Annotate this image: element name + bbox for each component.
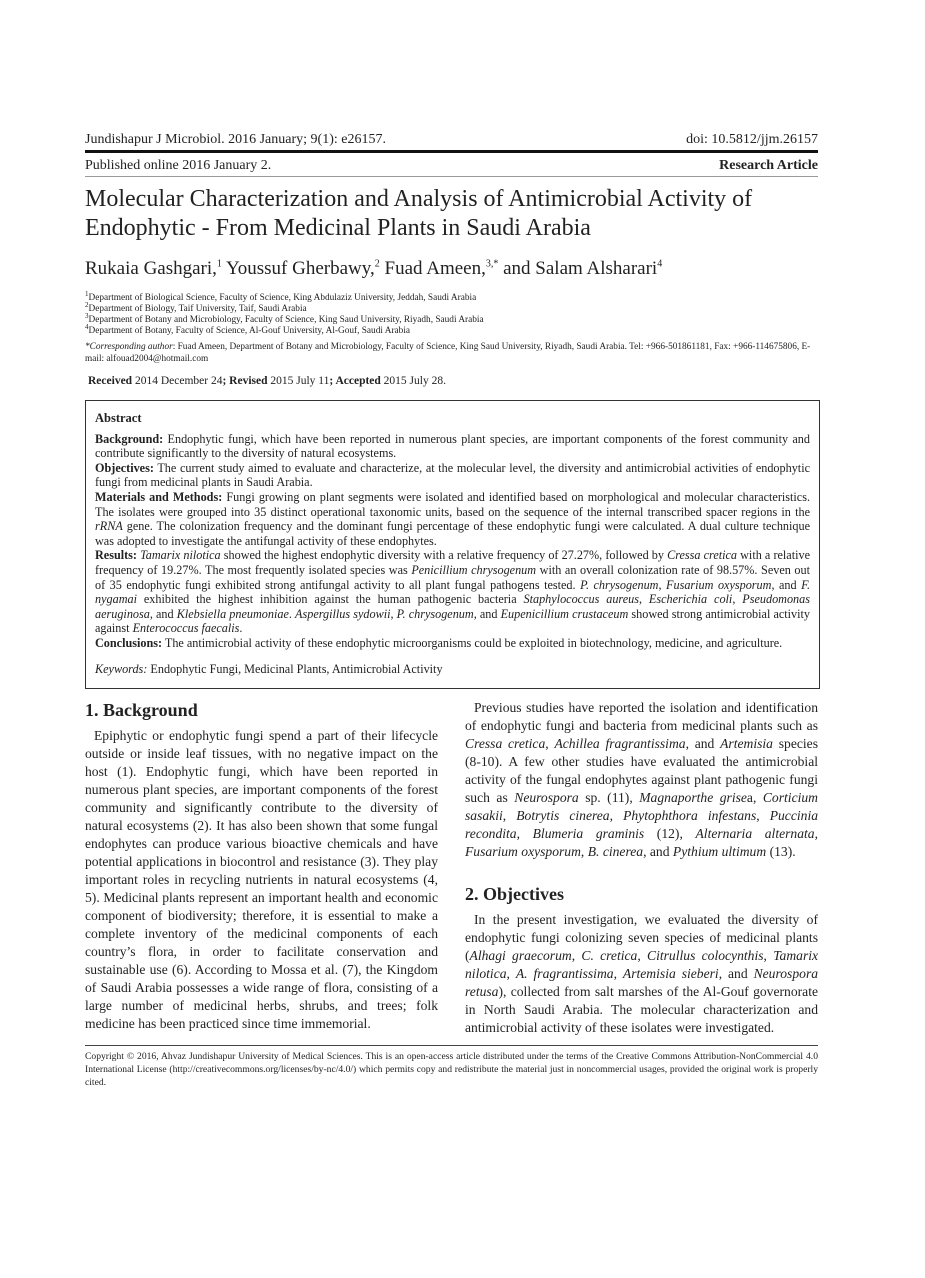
- affiliation: [85, 300, 820, 315]
- author-affiliation-marker: 1: [216, 258, 222, 270]
- italic-run: Klebsiella pneumoniae: [176, 606, 289, 621]
- affiliations: [85, 289, 820, 337]
- italic-run: Achillea fragrantissima: [554, 736, 686, 752]
- italic-run: Botrytis cinerea: [516, 808, 610, 824]
- italic-run: Tamarix nilotica: [465, 948, 819, 982]
- body-paragraph: [465, 699, 818, 861]
- text-run: 2015 July 11: [267, 375, 330, 387]
- header-rule-thin: [85, 176, 818, 177]
- italic-run: Fusarium oxysporum: [465, 844, 581, 860]
- bold-run: Received: [88, 375, 133, 387]
- running-header: [85, 131, 818, 148]
- text-run: showed strong antimicrobial activity against: [95, 606, 811, 636]
- body-paragraph: [85, 727, 438, 1033]
- text-run: Epiphytic or endophytic fungi spend a part of their lifecycle outside or inside leaf tissues, with no negative impact on the host (1). Endophytic fungi, which have been reported in numerous plant species, are important components of the forest community and significantly contribute to the diversity of natural ecosystems (2). It has also been shown that some fungal endophytes can produce various bioactive chemicals and have potential applications in biocontrol and resistance (3). They play important roles in recycling nutrients in natural ecosystems (4, 5). Medicinal plants represent an important health and economic component of biodiversity; therefore, it is essential to make a complete inventory of the medicinal components of each country’s flora, in order to facilitate conservation and sustainable use (6). According to Mossa et al. (7), the Kingdom of Saudi Arabia possesses a wide range of flora, consisting of a large number of medicinal herbs, shrubs, and trees; folk medicine has been practiced since time immemorial.: [85, 728, 438, 1032]
- text-run: ,: [613, 966, 623, 982]
- text-run: 2014 December 24: [132, 375, 223, 387]
- body-paragraph: [465, 911, 818, 1037]
- italic-run: P. chrysogenum: [396, 606, 474, 621]
- italic-run: F. nygamai: [95, 577, 811, 607]
- author: Rukaia Gashgari,$^1$: [85, 258, 222, 279]
- text-run: The antimicrobial activity of these endophytic microorganisms could be exploited in biotechnology, medicine, and agriculture.: [162, 635, 783, 650]
- text-run: In the present investigation, we evaluated the diversity of endophytic fungi colonizing seven species of medicinal plants (: [465, 912, 818, 964]
- text-run: ,: [506, 966, 516, 982]
- abstract-body: [95, 432, 810, 651]
- text-run: , and: [771, 577, 802, 592]
- text-run: ,: [638, 592, 649, 607]
- publication-line: [85, 157, 818, 174]
- italic-run: Aspergillus sydowii: [295, 606, 391, 621]
- published-date: Published online 2016 January 2.: [85, 158, 272, 173]
- article-type: Research Article: [719, 158, 818, 173]
- text-run: gene. The colonization frequency and the dominant fungi percentage of these endophytic fungi were calculated. A dual culture technique was adopted to investigate the antifungal activity of these endophytes.: [95, 519, 810, 548]
- italic-run: Blumeria graminis: [532, 826, 645, 842]
- bold-run: ; Accepted: [329, 375, 381, 387]
- text-run: ,: [756, 808, 770, 824]
- text-run: Previous studies have reported the isolation and identification of endophytic fungi and bacteria from medicinal plants such as: [465, 700, 818, 734]
- text-run: : Fuad Ameen, Department of Botany and Microbiology, Faculty of Science, King Saud University, Riyadh, Saudi Arabia. Tel: +966-501861181, Fax: +966-114675806, E-mail: alfouad2004@hotmail.com: [85, 342, 811, 364]
- italic-run: *Corresponding author: [85, 342, 173, 352]
- italic-run: Eupenicillium crustaceum: [500, 606, 629, 621]
- text-run: exhibited the highest inhibition against the human pathogenic bacteria: [136, 592, 524, 607]
- text-run: , and: [149, 606, 177, 621]
- italic-run: Alternaria alternata: [695, 826, 815, 842]
- italic-run: Cressa cretica: [465, 736, 546, 752]
- italic-run: Corticium sasakii: [465, 790, 818, 824]
- italic-run: Enterococcus faecalis: [132, 621, 240, 636]
- bold-run: Objectives:: [95, 460, 154, 475]
- abstract-box: [85, 400, 820, 689]
- text-run: ,: [814, 826, 818, 842]
- italic-run: Puccinia recondita: [465, 808, 819, 842]
- bold-run: ; Revised: [222, 375, 268, 387]
- italic-run: Penicillium chrysogenum: [411, 562, 537, 577]
- italic-run: Keywords:: [95, 661, 148, 676]
- text-run: 2015 July 28.: [380, 375, 446, 387]
- affiliation-text: Department of Botany and Microbiology, Faculty of Science, King Saud University, Riyadh, Saudi Arabia: [88, 315, 484, 325]
- corresponding-author: [85, 342, 820, 365]
- author: Youssuf Gherbawy,$^2$: [221, 258, 380, 279]
- text-run: ,: [516, 826, 533, 842]
- bold-run: Materials and Methods:: [95, 489, 223, 504]
- text-run: , and: [685, 736, 721, 752]
- affiliation-text: Department of Biology, Taif University, Taif, Saudi Arabia: [88, 304, 307, 314]
- italic-run: Artemisia sieberi: [622, 966, 719, 982]
- affiliation: [85, 322, 820, 337]
- article-dates: [88, 374, 820, 388]
- affiliation-number: 3: [85, 311, 89, 320]
- italic-run: Fusarium oxysporum: [666, 577, 772, 592]
- text-run: ,: [637, 948, 648, 964]
- italic-run: B. cinerea: [587, 844, 644, 860]
- affiliation: [85, 289, 820, 304]
- italic-run: Neurospora: [514, 790, 579, 806]
- italic-run: Escherichia coli: [648, 592, 733, 607]
- bold-run: Background:: [95, 431, 164, 446]
- abstract-paragraph: [95, 461, 810, 490]
- text-run: , and: [473, 606, 501, 621]
- header-rule: [85, 150, 818, 153]
- author-affiliation-marker: 2: [374, 258, 380, 270]
- italic-run: C. cretica: [581, 948, 638, 964]
- text-run: ,: [571, 948, 582, 964]
- italic-run: Citrullus colocynthis: [647, 948, 764, 964]
- text-run: a,: [746, 790, 763, 806]
- body-columns: [85, 699, 818, 1037]
- doi[interactable]: doi: 10.5812/jjm.26157: [686, 132, 818, 147]
- text-run: ,: [545, 736, 555, 752]
- text-run: Endophytic Fungi, Medicinal Plants, Antimicrobial Activity: [147, 661, 443, 676]
- bold-run: Conclusions:: [95, 635, 163, 650]
- affiliation-number: 2: [85, 300, 89, 309]
- italic-run: Pythium ultimum: [672, 844, 767, 860]
- italic-run: Artemisia: [720, 736, 773, 752]
- text-run: Fungi growing on plant segments were isolated and identified based on morphological and molecular characteristics. The isolates were grouped into 35 distinct operational taxonomic units, based on the sequence of the internal transcribed spacer regions in the: [95, 489, 811, 519]
- affiliation-text: Department of Botany, Faculty of Science, Al-Gouf University, Al-Gouf, Saudi Arabia: [88, 326, 411, 336]
- text-run: (13).: [766, 844, 796, 860]
- author: Fuad Ameen,$^{3,*}$: [379, 258, 499, 279]
- text-run: ,: [502, 808, 517, 824]
- bold-run: Results:: [95, 548, 137, 563]
- section-heading-objectives: 2. Objectives: [465, 884, 564, 905]
- italic-run: Staphylococcus aureus: [523, 592, 639, 607]
- text-run: The current study aimed to evaluate and characterize, at the molecular level, the diversity and antimicrobial activities of endophytic fungi from medicinal plants in Saudi Arabia.: [95, 460, 810, 490]
- abstract-paragraph: [95, 636, 810, 651]
- italic-run: rRNA: [95, 519, 123, 534]
- keywords: [95, 662, 810, 677]
- text-run: with an overall colonization rate of 98.57%. Seven out of 35 endophytic fungi exhibited strong antifungal activity to all plant fungal pathogens tested.: [95, 562, 810, 592]
- text-run: ,: [390, 606, 397, 621]
- text-run: ,: [763, 948, 774, 964]
- italic-run: P. chrysogenum: [580, 577, 659, 592]
- author-list: [85, 257, 820, 281]
- italic-run: Tamarix nilotica: [140, 548, 221, 563]
- text-run: .: [288, 606, 296, 621]
- text-run: showed the highest endophytic diversity with a relative frequency of 27.27%, followed by: [220, 548, 668, 563]
- affiliation-text: Department of Biological Science, Faculty of Science, King Abdulaziz University, Jeddah, Saudi Arabia: [88, 293, 477, 303]
- text-run: with a relative frequency of 19.27%. The most frequently isolated species was: [95, 548, 810, 577]
- text-run: Endophytic fungi, which have been reported in numerous plant species, are important components of the forest community and contribute significantly to the diversity of natural ecosystems.: [95, 431, 810, 461]
- italic-run: A. fragrantissima: [515, 966, 614, 982]
- affiliation-number: 1: [85, 289, 89, 298]
- abstract-heading: Abstract: [95, 411, 142, 425]
- page-content: [85, 131, 820, 1089]
- text-run: , and: [718, 966, 754, 982]
- italic-run: Neurospora retusa: [465, 966, 819, 1000]
- italic-run: Alhagi graecorum: [469, 948, 572, 964]
- text-run: species (8-10). A few other studies have evaluated the antimicrobial activity of the fungal endophytes against plant pathogenic fungi such as: [465, 736, 818, 806]
- text-run: ), collected from salt marshes of the Al-Gouf governorate in North Saudi Arabia. The molecular characterization and antimicrobial activity of these isolates were investigated.: [465, 984, 818, 1036]
- author-affiliation-marker: 3,*: [485, 258, 499, 270]
- text-run: .: [239, 621, 243, 636]
- author: and Salam Alsharari$^4$: [498, 258, 663, 279]
- text-run: ,: [732, 592, 743, 607]
- text-run: , and: [643, 844, 673, 860]
- abstract-paragraph: [95, 432, 810, 461]
- text-run: ,: [609, 808, 624, 824]
- journal-citation: Jundishapur J Microbiol. 2016 January; 9(1): e26157.: [85, 132, 386, 147]
- abstract-paragraph: [95, 490, 810, 548]
- text-run: (12),: [644, 826, 696, 842]
- affiliation-number: 4: [85, 322, 89, 331]
- abstract-paragraph: [95, 548, 810, 636]
- text-run: sp. (11),: [578, 790, 640, 806]
- affiliation: [85, 311, 820, 326]
- italic-run: Pseudomonas aeruginosa: [95, 592, 810, 621]
- section-heading-background: 1. Background: [85, 700, 198, 721]
- objectives-body: [465, 911, 818, 1037]
- italic-run: Cressa cretica: [667, 548, 738, 563]
- italic-run: Phytophthora infestans: [623, 808, 757, 824]
- article-title: Molecular Characterization and Analysis of Antimicrobial Activity of Endophytic - From Medicinal Plants in Saudi Arabia: [85, 186, 753, 241]
- italic-run: Magnaporthe grise: [639, 790, 747, 806]
- author-affiliation-marker: 4: [657, 258, 663, 270]
- text-run: ,: [580, 844, 588, 860]
- copyright-notice: Copyright © 2016, Ahvaz Jundishapur University of Medical Sciences. This is an open-access article distributed under the terms of the Creative Commons Attribution-NonCommercial 4.0 International License (http://creativecommons.org/licenses/by-nc/4.0/) which permits copy and redistribute the material just in noncommercial usages, provided the original work is properly cited.: [85, 1045, 818, 1089]
- text-run: ,: [658, 577, 667, 592]
